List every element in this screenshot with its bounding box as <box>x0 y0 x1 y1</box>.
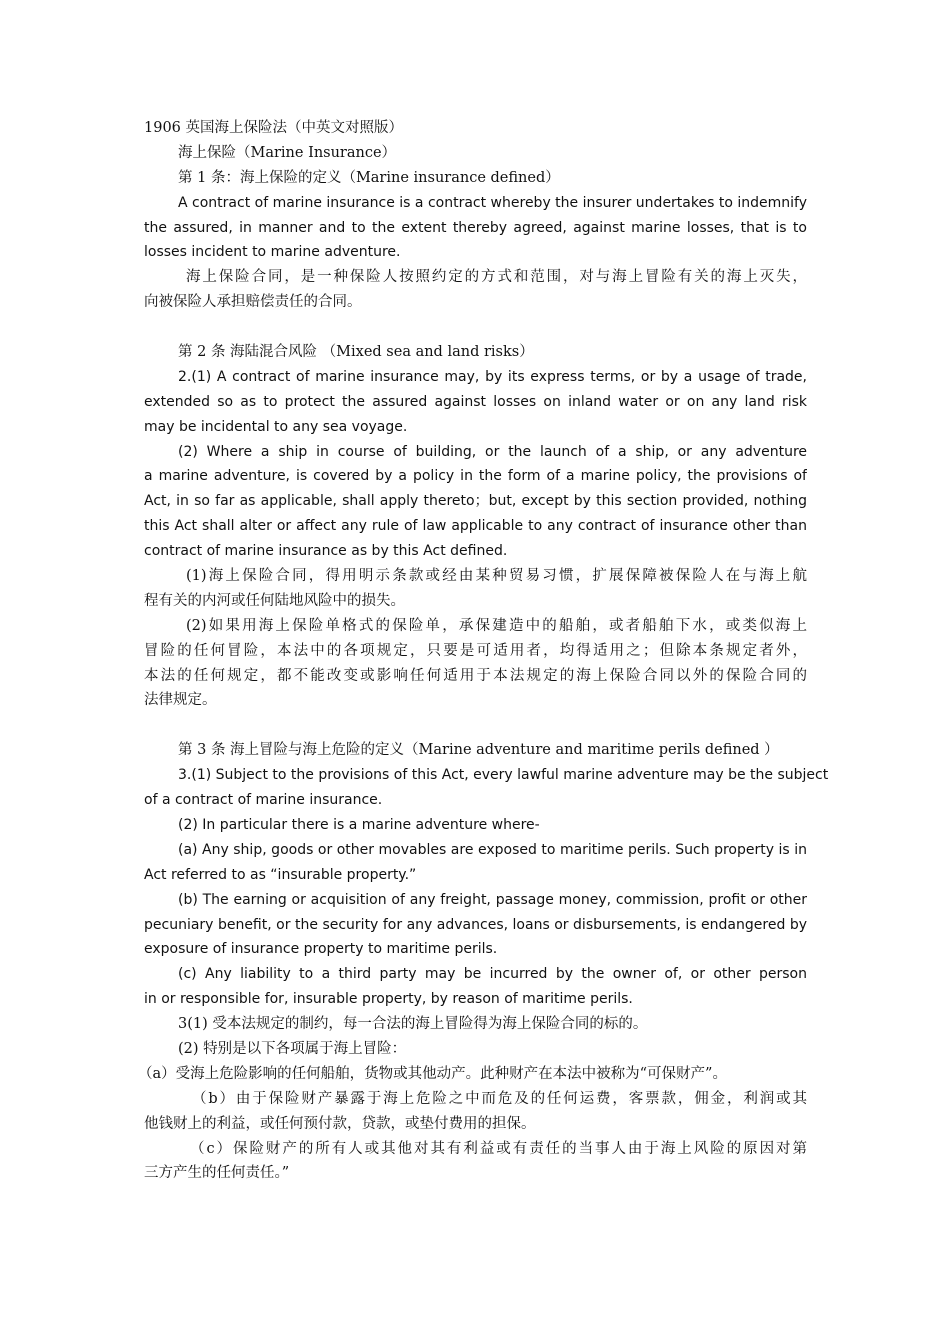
section-2-cn-line: 本法的任何规定，都不能改变或影响任何适用于本法规定的海上保险合同以外的保险合同的 <box>144 667 807 684</box>
section-3-heading: 第 3 条 海上冒险与海上危险的定义（Marine adventure and maritime perils defined ） <box>178 742 779 759</box>
section-2-en-line: may be incidental to any sea voyage. <box>144 418 408 435</box>
section-2-cn-line: 法律规定。 <box>144 692 217 709</box>
section-2-en-line: contract of marine insurance as by this Act defined. <box>144 543 508 560</box>
section-3-en-line: (c) Any liability to a third party may be incurred by the owner of, or other person <box>178 966 807 983</box>
section-3-en-line: in or responsible for, insurable property, by reason of maritime perils. <box>144 991 633 1008</box>
section-3-en-line: exposure of insurance property to maritime perils. <box>144 941 498 958</box>
paragraph-spacer <box>144 713 807 738</box>
section-3-cn-line: 三方产生的任何责任。” <box>144 1165 290 1182</box>
document-title: 1906 英国海上保险法（中英文对照版） <box>144 120 404 136</box>
section-3-cn-line: （a）受海上危险影响的任何船舶，货物或其他动产。此种财产在本法中被称为“可保财产”。 <box>138 1065 727 1082</box>
section-3-en-line: (2) In particular there is a marine adventure where- <box>178 816 540 833</box>
section-2-cn-line: (1)海上保险合同，得用明示条款或经由某种贸易习惯，扩展保障被保险人在与海上航 <box>186 568 807 585</box>
section-2-heading: 第 2 条 海陆混合风险 （Mixed sea and land risks） <box>178 344 534 361</box>
section-2-cn-line: 冒险的任何冒险，本法中的各项规定，只要是可适用者，均得适用之；但除本条规定者外， <box>144 642 807 659</box>
section-3-en-line: (a) Any ship, goods or other movables are exposed to maritime perils. Such property is in <box>178 841 807 858</box>
section-1-en-line: A contract of marine insurance is a contract whereby the insurer undertakes to indemnify <box>178 194 807 211</box>
section-1-cn-line: 向被保险人承担赔偿责任的合同。 <box>144 294 362 311</box>
section-3-cn-line: （b）由于保险财产暴露于海上危险之中而危及的任何运费，客票款，佣金，利润或其 <box>192 1090 807 1107</box>
document-page <box>138 116 829 1186</box>
section-2-en-line: a marine adventure, is covered by a policy in the form of a marine policy, the provisions of <box>144 468 807 485</box>
section-2-en-line: 2.(1) A contract of marine insurance may, by its express terms, or by a usage of trade, <box>178 368 807 385</box>
section-3-en-line: (b) The earning or acquisition of any freight, passage money, commission, profit or other <box>178 891 807 908</box>
section-3-cn-line: (2) 特别是以下各项属于海上冒险： <box>178 1040 407 1057</box>
section-3-en-line: of a contract of marine insurance. <box>144 792 383 809</box>
section-3-cn-line: （c）保险财产的所有人或其他对其有利益或有责任的当事人由于海上风险的原因对第 <box>190 1140 807 1157</box>
section-2-en-line: Act, in so far as applicable, shall apply thereto；but, except by this section provided, nothing <box>144 493 807 510</box>
section-2-en-line: extended so as to protect the assured against losses on inland water or on any land risk <box>144 393 807 410</box>
section-3-en-line: pecuniary benefit, or the security for any advances, loans or disbursements, is endangered by <box>144 916 807 933</box>
document-subtitle: 海上保险（Marine Insurance） <box>178 144 397 161</box>
section-3-en-line: Act referred to as “insurable property.” <box>144 866 417 883</box>
section-3-cn-line: 3(1) 受本法规定的制约，每一合法的海上冒险得为海上保险合同的标的。 <box>178 1016 648 1033</box>
section-2-cn-line: (2)如果用海上保险单格式的保险单，承保建造中的船舶，或者船舶下水，或类似海上 <box>186 617 807 634</box>
paragraph-spacer <box>144 315 807 340</box>
section-1-heading: 第 1 条：海上保险的定义（Marine insurance defined） <box>178 169 560 186</box>
section-1-en-line: the assured, in manner and to the extent thereby agreed, against marine losses, that is to <box>144 219 807 236</box>
section-3-cn-line: 他钱财上的利益，或任何预付款，贷款，或垫付费用的担保。 <box>144 1115 536 1132</box>
section-2-en-line: this Act shall alter or affect any rule of law applicable to any contract of insurance other than <box>144 518 807 535</box>
section-2-cn-line: 程有关的内河或任何陆地风险中的损失。 <box>144 592 405 609</box>
section-2-en-line: (2) Where a ship in course of building, or the launch of a ship, or any adventure <box>178 443 807 460</box>
section-3-en-line: 3.(1) Subject to the provisions of this Act, every lawful marine adventure may be the subject <box>178 767 829 784</box>
section-1-en-line: losses incident to marine adventure. <box>144 244 401 261</box>
section-1-cn-line: 海上保险合同，是一种保险人按照约定的方式和范围，对与海上冒险有关的海上灭失， <box>186 269 807 286</box>
